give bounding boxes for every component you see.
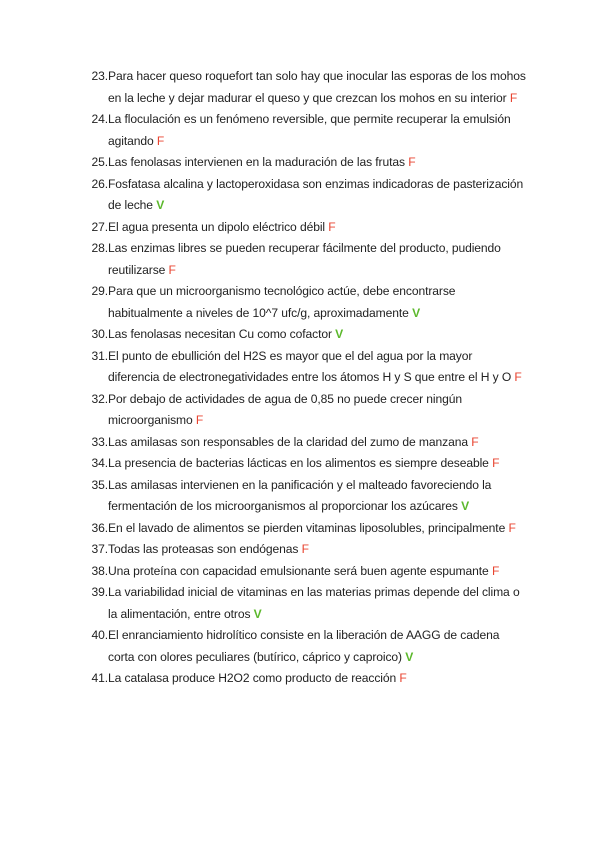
question-body xyxy=(108,582,526,625)
question-text: La presencia de bacterias lácticas en los alimentos es siempre deseable xyxy=(108,456,489,470)
question-text: La catalasa produce H2O2 como producto de reacción xyxy=(108,671,397,685)
question-body xyxy=(108,152,526,174)
answer-false-mark: F xyxy=(399,671,407,685)
answer-false-mark: F xyxy=(492,456,500,470)
question-body xyxy=(108,217,526,239)
question-text: Fosfatasa alcalina y lactoperoxidasa son enzimas indicadoras de pasterización de leche xyxy=(108,176,524,212)
question-text: El enranciamiento hidrolítico consiste en la liberación de AAGG de cadena corta con olores peculiares (butírico, cáprico y caproico) xyxy=(108,628,500,664)
question-body xyxy=(108,281,526,324)
question-number: 37. xyxy=(91,542,108,556)
question-item xyxy=(86,518,526,540)
question-item xyxy=(86,66,526,109)
question-text: Las enzimas libres se pueden recuperar fácilmente del producto, pudiendo reutilizarse xyxy=(108,241,501,277)
answer-false-mark: F xyxy=(514,370,522,384)
question-number: 30. xyxy=(91,327,108,341)
question-number: 40. xyxy=(91,628,108,642)
question-body xyxy=(108,324,526,346)
question-number: 33. xyxy=(91,434,108,449)
question-body xyxy=(108,432,526,454)
answer-true-mark: V xyxy=(405,649,414,664)
question-text: La floculación es un fenómeno reversible, que permite recuperar la emulsión agitando xyxy=(108,112,511,148)
question-body xyxy=(108,539,526,561)
answer-false-mark: F xyxy=(491,563,500,578)
answer-false-mark: F xyxy=(509,90,518,105)
question-list xyxy=(86,66,526,690)
question-number: 27. xyxy=(91,219,108,234)
question-item xyxy=(86,561,526,583)
question-text: Las amilasas son responsables de la claridad del zumo de manzana xyxy=(108,434,468,449)
answer-false-mark: F xyxy=(408,155,416,169)
question-item xyxy=(86,475,526,518)
question-item xyxy=(86,152,526,174)
question-text: Las fenolasas intervienen en la maduración de las frutas xyxy=(108,155,405,169)
question-item xyxy=(86,582,526,625)
question-item xyxy=(86,432,526,454)
question-number: 25. xyxy=(91,155,108,169)
question-item xyxy=(86,625,526,668)
question-item xyxy=(86,238,526,281)
question-item xyxy=(86,453,526,475)
question-number: 23. xyxy=(91,69,108,83)
answer-true-mark: V xyxy=(461,499,470,513)
question-number: 41. xyxy=(91,671,108,685)
question-body xyxy=(108,109,526,152)
question-number: 38. xyxy=(91,563,108,578)
question-text: Una proteína con capacidad emulsionante será buen agente espumante xyxy=(108,563,489,578)
question-item xyxy=(86,324,526,346)
question-item xyxy=(86,389,526,432)
question-body xyxy=(108,668,526,690)
question-item xyxy=(86,539,526,561)
question-text: El punto de ebullición del H2S es mayor que el del agua por la mayor diferencia de electronegatividades entre los átomos H y S que entre el H y O xyxy=(108,348,512,384)
question-body xyxy=(108,625,526,668)
answer-true-mark: V xyxy=(156,198,165,212)
question-text: La variabilidad inicial de vitaminas en las materias primas depende del clima o la alimentación, entre otros xyxy=(108,585,520,621)
question-body xyxy=(108,238,526,281)
question-item xyxy=(86,346,526,389)
question-body xyxy=(108,174,526,217)
question-item xyxy=(86,109,526,152)
question-body xyxy=(108,346,526,389)
question-item xyxy=(86,668,526,690)
answer-true-mark: V xyxy=(335,327,344,341)
answer-false-mark: F xyxy=(328,219,336,234)
answer-false-mark: F xyxy=(168,262,176,277)
answer-true-mark: V xyxy=(412,305,421,320)
question-number: 32. xyxy=(91,391,108,406)
question-number: 24. xyxy=(91,112,108,126)
question-text: Para hacer queso roquefort tan solo hay que inocular las esporas de los mohos en la leche y dejar madurar el queso y que crezcan los mohos en su interior xyxy=(108,69,526,105)
answer-false-mark: F xyxy=(195,413,204,427)
question-text: En el lavado de alimentos se pierden vitaminas liposolubles, principalmente xyxy=(108,520,506,535)
answer-false-mark: F xyxy=(301,542,309,556)
question-body xyxy=(108,475,526,518)
question-number: 39. xyxy=(91,585,108,599)
question-body xyxy=(108,66,526,109)
question-number: 31. xyxy=(91,348,108,363)
question-text: Todas las proteasas son endógenas xyxy=(108,542,299,556)
question-number: 34. xyxy=(91,456,108,470)
question-text: Por debajo de actividades de agua de 0,85 no puede crecer ningún microorganismo xyxy=(108,391,462,427)
question-body xyxy=(108,518,526,540)
answer-true-mark: V xyxy=(253,606,262,621)
question-item xyxy=(86,281,526,324)
question-body xyxy=(108,453,526,475)
question-text: Las amilasas intervienen en la panificación y el malteado favoreciendo la fermentación de los microorganismos al proporcionar los azúcares xyxy=(108,477,492,513)
answer-false-mark: F xyxy=(471,434,479,449)
question-text: Para que un microorganismo tecnológico actúe, debe encontrarse habitualmente a niveles de 10^7 ufc/g, aproximadamente xyxy=(108,284,456,320)
question-body xyxy=(108,389,526,432)
question-number: 28. xyxy=(91,241,108,255)
answer-false-mark: F xyxy=(156,133,165,148)
question-number: 36. xyxy=(91,520,108,535)
question-text: Las fenolasas necesitan Cu como cofactor xyxy=(108,327,332,341)
answer-false-mark: F xyxy=(508,520,516,535)
question-number: 26. xyxy=(91,176,108,191)
question-number: 35. xyxy=(91,477,108,492)
question-number: 29. xyxy=(91,284,108,298)
question-text: El agua presenta un dipolo eléctrico débil xyxy=(108,219,325,234)
question-body xyxy=(108,561,526,583)
question-item xyxy=(86,217,526,239)
question-item xyxy=(86,174,526,217)
